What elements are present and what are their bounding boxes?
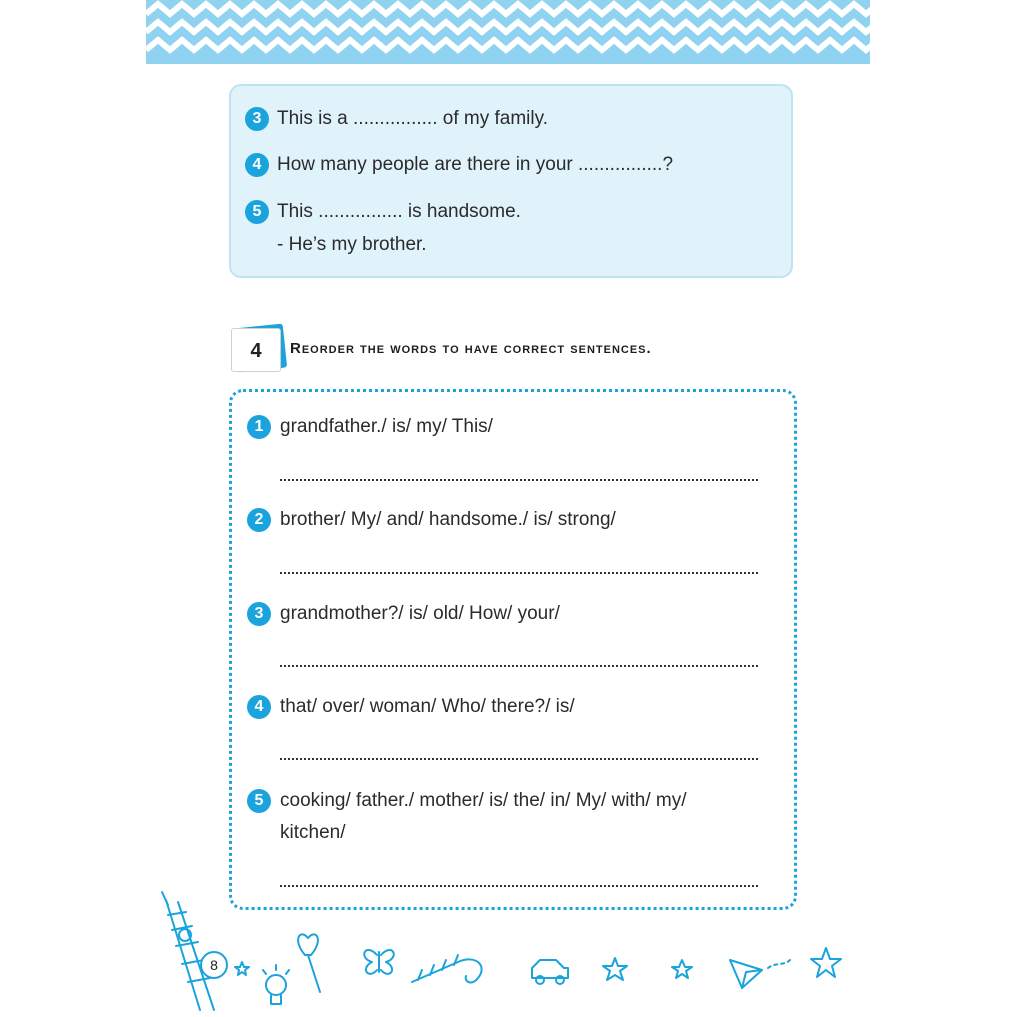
exercise-instruction: Reorder the words to have correct sentences.: [290, 340, 652, 357]
candy-cane-icon: [412, 955, 482, 982]
fill-sentence: This is a ................ of my family.: [277, 108, 548, 129]
star-icon: [811, 948, 841, 977]
scrambled-words: grandmother?/ is/ old/ How/ your/: [280, 603, 560, 624]
item-number-badge: 2: [247, 508, 271, 532]
butterfly-icon: [364, 950, 393, 974]
answer-line[interactable]: [280, 572, 758, 574]
big-ben-icon: [162, 892, 214, 1010]
item-number-badge: 5: [245, 200, 269, 224]
answer-line[interactable]: [280, 479, 758, 481]
star-icon: [235, 962, 249, 975]
item-number-badge: 4: [245, 153, 269, 177]
fill-sentence-reply: - He’s my brother.: [277, 234, 427, 255]
car-icon: [532, 960, 568, 984]
scrambled-words: grandfather./ is/ my/ This/: [280, 416, 493, 437]
page-number: 8: [200, 951, 228, 979]
paper-plane-icon: [730, 960, 790, 988]
item-number-badge: 1: [247, 415, 271, 439]
item-number-badge: 3: [245, 107, 269, 131]
scrambled-words: that/ over/ woman/ Who/ there?/ is/: [280, 696, 575, 717]
answer-line[interactable]: [280, 665, 758, 667]
item-number-badge: 3: [247, 602, 271, 626]
answer-line[interactable]: [280, 885, 758, 887]
star-icon: [603, 958, 627, 980]
item-number-badge: 4: [247, 695, 271, 719]
lightbulb-icon: [263, 965, 289, 1004]
answer-line[interactable]: [280, 758, 758, 760]
star-icon: [672, 960, 692, 978]
scrambled-words: kitchen/: [280, 822, 346, 843]
scrambled-words: brother/ My/ and/ handsome./ is/ strong/: [280, 509, 616, 530]
lollipop-icon: [298, 934, 320, 992]
zigzag-border: [146, 0, 870, 64]
item-number-badge: 5: [247, 789, 271, 813]
fill-sentence: How many people are there in your ................?: [277, 154, 674, 175]
exercise-number: 4: [231, 328, 281, 372]
scrambled-words: cooking/ father./ mother/ is/ the/ in/ My/ with/ my/: [280, 790, 687, 811]
footer-doodles: [0, 890, 1017, 1017]
exercise-number-tab: [231, 326, 283, 372]
fill-sentence: This ................ is handsome.: [277, 201, 521, 222]
